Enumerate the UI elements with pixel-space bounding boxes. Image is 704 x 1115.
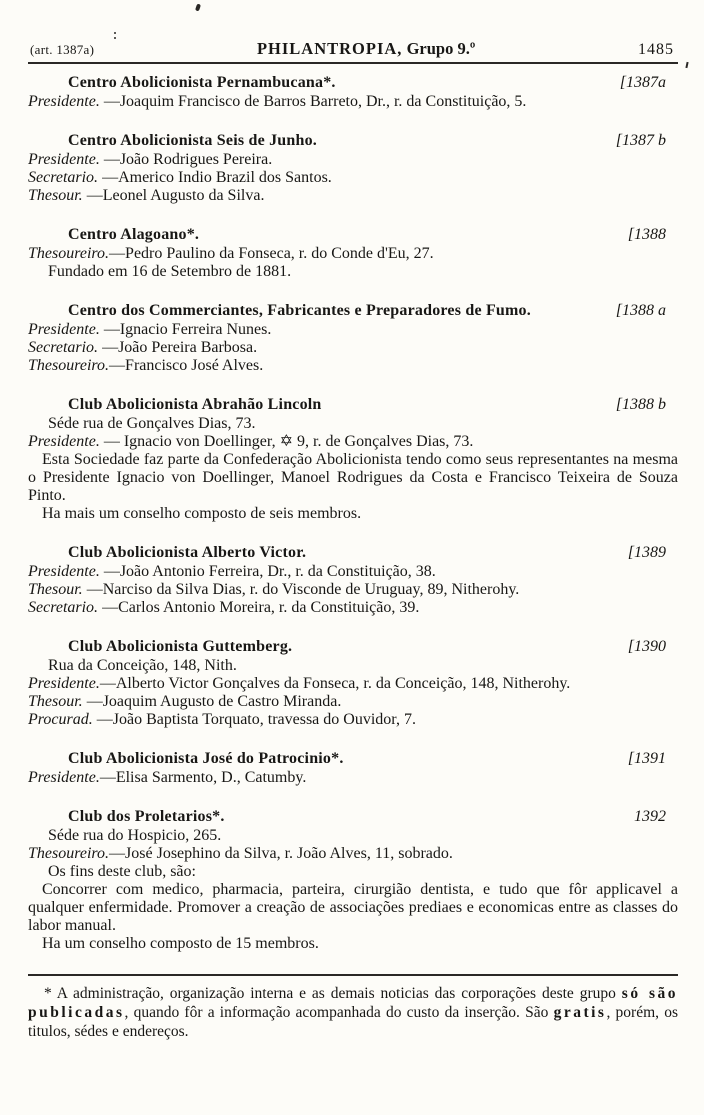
officer-role: Thesour. <box>28 693 83 710</box>
officer-role: Presidente. <box>28 321 100 338</box>
officer-text: —Alberto Victor Gonçalves da Fonseca, r. da Conceição, 148, Nitherohy. <box>99 675 571 692</box>
note-paragraph: Ha mais um conselho composto de seis membros. <box>42 505 362 522</box>
note-paragraph: Ha um conselho composto de 15 membros. <box>42 935 319 952</box>
entry-head <box>28 544 678 563</box>
officer-text: —Americo Indio Brazil dos Santos. <box>98 169 332 186</box>
footnote-part1: * A administração, organização interna e as demais noticias das corporações deste grupo <box>44 985 622 1002</box>
officer-line <box>28 357 678 375</box>
footnote-text <box>28 984 678 1041</box>
footnote-part3: , porém, os titulos, sédes e endereços. <box>28 1004 678 1040</box>
entry-title: Centro dos Commerciantes, Fabricantes e Preparadores de Fumo. <box>68 302 531 319</box>
note-paragraph: Concorrer com medico, pharmacia, parteira, cirurgião dentista, e tudo que fôr applicavel a qualquer enfermidade. Promover a creação de associações prediaes e economicas entre as classes do labor manual. <box>28 881 678 934</box>
header-title-bold: PHILANTROPIA, <box>256 39 403 58</box>
entry-head <box>28 226 678 245</box>
entry-title: Club Abolicionista José do Patrocinio*. <box>68 750 344 767</box>
entry-club-dos-proletarios <box>28 808 678 953</box>
officer-line <box>28 845 678 863</box>
entry-title: Club Abolicionista Alberto Victor. <box>68 544 307 561</box>
scan-artifact <box>685 62 688 68</box>
seat-line: Séde rua de Gonçalves Dias, 73. <box>48 415 256 432</box>
entry-ref-number: [1388 b <box>615 396 666 413</box>
entry-ref-number: [1388 <box>627 226 666 243</box>
officer-role: Thesoureiro. <box>28 245 110 262</box>
seat-line: Séde rua do Hospicio, 265. <box>48 827 222 844</box>
entry-title: Club Abolicionista Abrahão Lincoln <box>68 396 322 413</box>
officer-line <box>28 693 678 711</box>
officer-role: Presidente. <box>28 563 100 580</box>
officer-role: Secretario. <box>28 169 99 186</box>
officer-line <box>28 169 678 187</box>
entry-centro-alagoano <box>28 226 678 281</box>
officer-text: —Elisa Sarmento, D., Catumby. <box>99 769 307 786</box>
footnote-emphasis: gratis <box>553 1004 607 1021</box>
entry-club-guttemberg <box>28 638 678 729</box>
header-title-rest: Grupo 9.º <box>402 39 476 58</box>
officer-text: —Francisco José Alves. <box>109 357 264 374</box>
officer-text: —Narciso da Silva Dias, r. do Visconde de Uruguay, 89, Nitherohy. <box>82 581 520 598</box>
officer-role: Thesoureiro. <box>28 845 110 862</box>
entry-ref-number: [1391 <box>627 750 666 767</box>
officer-role: Procurad. <box>28 711 93 728</box>
officer-text: —João Rodrigues Pereira. <box>99 151 273 168</box>
entry-head <box>28 302 678 321</box>
entry-head <box>28 396 678 415</box>
officer-line <box>28 93 678 111</box>
officer-line <box>28 675 678 693</box>
officer-line <box>28 339 678 357</box>
officer-text: —Leonel Augusto da Silva. <box>82 187 265 204</box>
officer-line <box>28 711 678 729</box>
officer-role: Thesour. <box>28 581 83 598</box>
officer-line <box>28 769 678 787</box>
entry-title: Centro Alagoano*. <box>68 226 200 243</box>
entry-club-jose-do-patrocinio <box>28 750 678 787</box>
officer-line <box>28 151 678 169</box>
officer-text: —Joaquim Augusto de Castro Miranda. <box>82 693 342 710</box>
footnote-emphasis: só são publicadas <box>28 985 678 1021</box>
entry-ref-number: 1392 <box>634 808 666 825</box>
officer-role: Thesour. <box>28 187 83 204</box>
entry-ref-number: [1389 <box>627 544 666 561</box>
officer-line <box>28 245 678 263</box>
officer-role: Presidente. <box>28 93 100 110</box>
officer-text: — Ignacio von Doellinger, ✡ 9, r. de Gonçalves Dias, 73. <box>99 433 474 450</box>
officer-line <box>28 433 678 451</box>
page-number: 1485 <box>638 41 674 58</box>
officer-role: Presidente. <box>28 675 100 692</box>
entry-centro-seis-de-junho <box>28 132 678 205</box>
officer-text: —Carlos Antonio Moreira, r. da Constituição, 39. <box>98 599 420 616</box>
entry-head <box>28 750 678 769</box>
entry-ref-number: [1390 <box>627 638 666 655</box>
scan-artifact <box>195 4 201 12</box>
officer-text: —Pedro Paulino da Fonseca, r. do Conde d'Eu, 27. <box>109 245 434 262</box>
scan-artifact <box>114 32 116 34</box>
officer-line <box>28 581 678 599</box>
officer-line <box>28 599 678 617</box>
entry-head <box>28 808 678 827</box>
officer-line <box>28 321 678 339</box>
entry-centro-commerciantes <box>28 302 678 375</box>
officer-line <box>28 563 678 581</box>
founding-line: Fundado em 16 de Setembro de 1881. <box>48 263 292 280</box>
officer-text: —José Josephino da Silva, r. João Alves, 11, sobrado. <box>109 845 453 862</box>
entry-title: Club Abolicionista Guttemberg. <box>68 638 293 655</box>
entry-centro-pernambucana <box>28 74 678 111</box>
seat-line: Rua da Conceição, 148, Nith. <box>48 657 237 674</box>
entry-title: Club dos Proletarios*. <box>68 808 225 825</box>
entry-head <box>28 74 678 93</box>
entry-head <box>28 132 678 151</box>
officer-role: Thesoureiro. <box>28 357 110 374</box>
note-paragraph: Os fins deste club, são: <box>48 863 196 880</box>
footnote <box>28 974 678 1041</box>
officer-text: —João Baptista Torquato, travessa do Ouvidor, 7. <box>92 711 416 728</box>
officer-role: Presidente. <box>28 769 100 786</box>
entry-title: Centro Abolicionista Pernambucana*. <box>68 74 336 91</box>
officer-text: —João Pereira Barbosa. <box>98 339 258 356</box>
entry-ref-number: [1387a <box>619 74 666 91</box>
entry-ref-number: [1387 b <box>615 132 666 149</box>
officer-text: —João Antonio Ferreira, Dr., r. da Constituição, 38. <box>99 563 436 580</box>
officer-role: Secretario. <box>28 599 99 616</box>
running-header <box>28 40 678 64</box>
note-paragraph: Esta Sociedade faz parte da Confederação Abolicionista tendo como seus representantes na mesma o Presidente Ignacio von Doellinger, Manoel Rodrigues da Costa e Francisco Teixeira de Souza Pinto. <box>28 451 678 504</box>
header-article-ref: (art. 1387a) <box>30 42 95 57</box>
footnote-part2: , quando fôr a informação acompanhada do custo da inserção. São <box>124 1004 554 1021</box>
entry-ref-number: [1388 a <box>615 302 666 319</box>
officer-role: Secretario. <box>28 339 99 356</box>
officer-role: Presidente. <box>28 433 100 450</box>
entry-club-alberto-victor <box>28 544 678 617</box>
officer-text: —Joaquim Francisco de Barros Barreto, Dr., r. da Constituição, 5. <box>99 93 527 110</box>
officer-line <box>28 187 678 205</box>
officer-text: —Ignacio Ferreira Nunes. <box>99 321 272 338</box>
header-title <box>94 40 638 58</box>
directory-content <box>28 74 678 953</box>
entry-title: Centro Abolicionista Seis de Junho. <box>68 132 317 149</box>
entry-club-abrahao-lincoln <box>28 396 678 523</box>
officer-role: Presidente. <box>28 151 100 168</box>
entry-head <box>28 638 678 657</box>
